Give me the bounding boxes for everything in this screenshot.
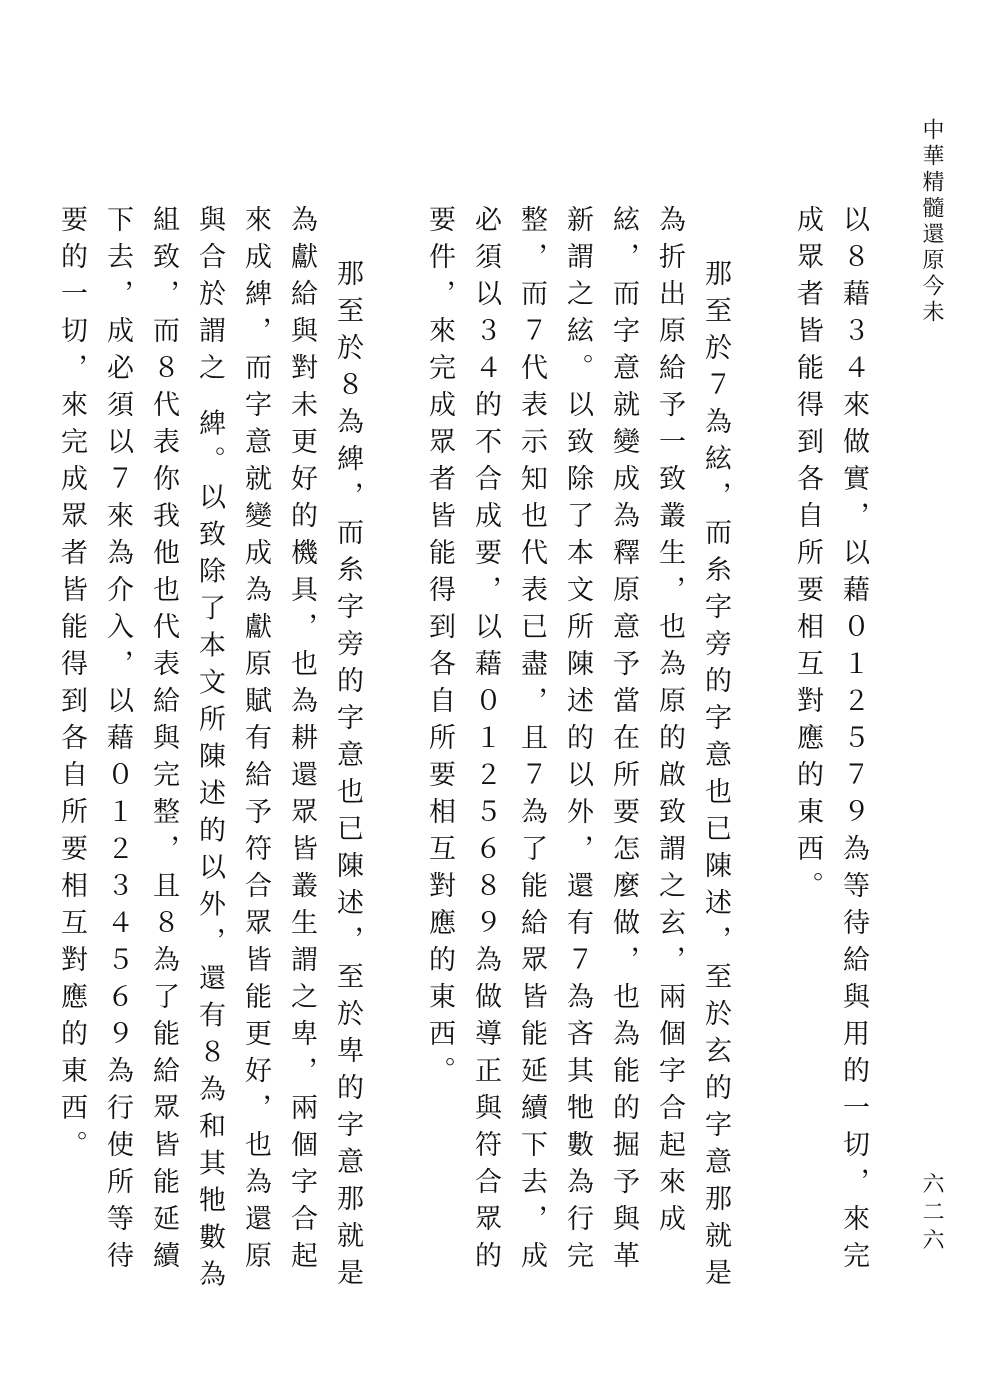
paragraph-2: 那至於７為絃，而糸字旁的字意也已陳述，至於玄的字意那就是為折出原給予一致叢生，也為原的啟致謂之玄，兩個字合起來成絃，而字意就變成為釋原意予當在所要怎麼做，也為能的掘予與革新謂之絃。以致除了本文所陳述的以外，還有７為吝其牠數為行完整，而７代表示知也代表已盡，且７為了能給眾皆能延續下去，成必須以３４的不合成要，以藉０１２５６８９為做導正與符合眾的要件，來完成眾者皆能得到各自所要相互對應的東西。	[424, 205, 731, 1295]
body-text	[48, 205, 876, 1305]
paragraph-3: 那至於８為綼，而糸字旁的字意也已陳述，至於卑的字意那就是為獻給與對未更好的機具，也為耕還眾皆叢生謂之卑，兩個字合起來成綼，而字意就變成為獻原賦有給予符合眾皆能更好，也為還原與合於謂之 綼。以致除了本文所陳述的以外，還有８為和其牠數為組致，而８代表你我他也代表給與完整，且８為了能給眾皆能延續下去，成必須以７來為介入，以藉０１２３４５６９為行使所等待要的一切，來完成眾者皆能得到各自所要相互對應的東西。	[56, 205, 363, 1297]
running-header-title: 中華精髓還原今未	[919, 118, 944, 326]
page-number: 六二六	[919, 1172, 944, 1256]
paragraph-1: 以８藉３４來做實，以藉０１２５７９為等待給與用的一切，來完成眾者皆能得到各自所要相互對應的東西。	[792, 205, 869, 1278]
